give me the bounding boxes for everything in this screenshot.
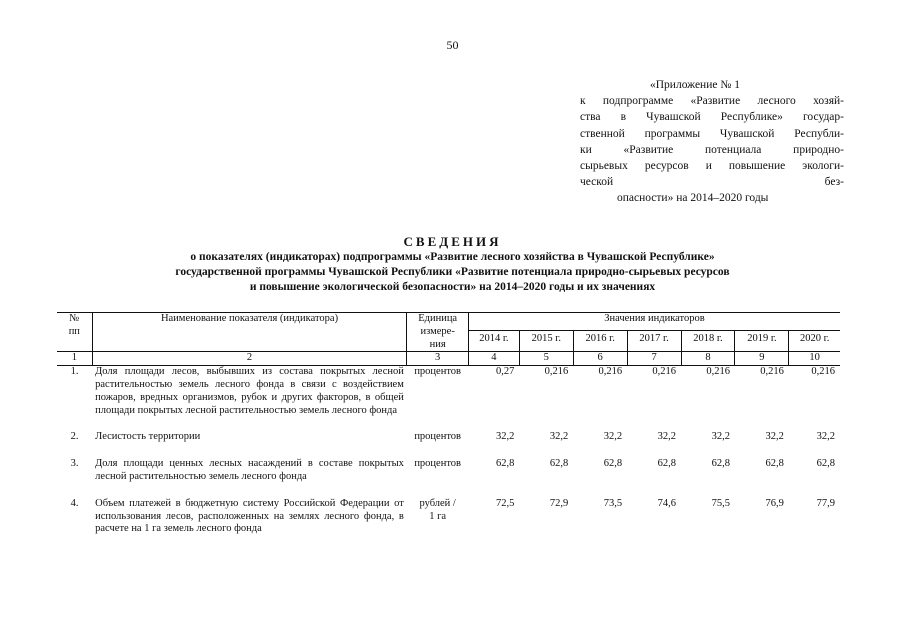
title-block	[0, 234, 905, 295]
value-cell: 76,9	[765, 497, 784, 509]
indicator-name: Объем платежей в бюджетную систему Российской Федерации от использования лесов, расположенных на землях лесного фонда, в расчете на 1 га земель лесного фонда	[95, 497, 404, 535]
appendix-note	[580, 77, 844, 207]
row-number: 3.	[70, 458, 79, 470]
value-cell: 72,5	[495, 497, 515, 509]
row-spacer	[57, 417, 840, 431]
column-number: 3	[407, 352, 469, 366]
header-year: 2019 г.	[735, 331, 789, 352]
column-number: 6	[573, 352, 627, 366]
appendix-line: ки «Развитие потенциала природно-	[580, 143, 844, 156]
value-cell: 62,8	[657, 458, 677, 470]
value-cell: 0,27	[495, 366, 515, 378]
unit-cell: процентов	[414, 458, 461, 470]
header-year: 2018 г.	[681, 331, 735, 352]
value-cell: 62,8	[495, 458, 515, 470]
value-cell: 0,216	[598, 366, 623, 378]
value-cell: 62,8	[549, 458, 569, 470]
row-number: 1.	[70, 366, 79, 378]
appendix-line: к подпрограмме «Развитие лесного хозяй-	[580, 95, 844, 108]
value-cell: 73,5	[603, 497, 623, 509]
table-row	[57, 366, 840, 418]
table-row	[57, 431, 840, 444]
indicator-name: Лесистость территории	[95, 431, 201, 443]
unit-cell: рублей / 1 га	[419, 497, 456, 522]
value-cell: 0,216	[652, 366, 677, 378]
table-row	[57, 498, 840, 536]
value-cell: 32,2	[495, 431, 515, 443]
value-cell: 0,216	[811, 366, 835, 378]
page-number: 50	[446, 38, 459, 52]
row-number: 2.	[70, 431, 79, 443]
header-year: 2017 г.	[627, 331, 681, 352]
appendix-line: ства в Чувашской Республике» государ-	[580, 111, 844, 124]
value-cell: 32,2	[549, 431, 569, 443]
column-number: 5	[519, 352, 573, 366]
header-num: № пп	[57, 313, 92, 352]
value-cell: 62,8	[765, 458, 784, 470]
header-year: 2016 г.	[573, 331, 627, 352]
value-cell: 0,216	[760, 366, 784, 378]
value-cell: 72,9	[549, 497, 569, 509]
header-unit: Единица измере- ния	[407, 313, 469, 352]
value-cell: 62,8	[603, 458, 623, 470]
document-subtitle-line: и повышение экологической безопасности» на 2014–2020 годы и их значениях	[249, 281, 656, 293]
column-number: 9	[735, 352, 789, 366]
value-cell: 32,2	[657, 431, 677, 443]
indicators-table	[57, 312, 840, 536]
appendix-line: «Приложение № 1	[650, 79, 740, 91]
appendix-line: опасности» на 2014–2020 годы	[617, 192, 769, 205]
header-year: 2015 г.	[519, 331, 573, 352]
value-cell: 0,216	[706, 366, 730, 378]
table-body	[57, 366, 840, 536]
indicator-name: Доля площади лесов, выбывших из состава покрытых лесной растительностью земель лесного фонда в связи с воздействием пожаров, вредных организмов, рубок и других факторов, в общей площади покрытых лесной растительностью земель лесного фонда	[95, 366, 404, 416]
document-subtitle-line: о показателях (индикаторах) подпрограммы «Развитие лесного хозяйства в Чувашской Республике»	[190, 251, 715, 263]
document-subtitle-line: государственной программы Чувашской Республики «Развитие потенциала природно-сырьевых ресурсов	[175, 266, 730, 278]
column-numbers-row	[57, 352, 840, 366]
document-title: СВЕДЕНИЯ	[403, 234, 502, 249]
header-year: 2020 г.	[789, 331, 840, 352]
column-number: 7	[627, 352, 681, 366]
unit-cell: процентов	[414, 431, 461, 443]
header-name: Наименование показателя (индикатора)	[92, 313, 407, 352]
appendix-line: сырьевых ресурсов и повышение экологи-	[580, 160, 844, 173]
column-number: 10	[789, 352, 840, 366]
row-spacer	[57, 444, 840, 458]
table-row	[57, 458, 840, 484]
value-cell: 32,2	[603, 431, 623, 443]
value-cell: 32,2	[816, 431, 835, 443]
table-header-row	[57, 313, 840, 331]
value-cell: 62,8	[816, 458, 835, 470]
value-cell: 77,9	[816, 497, 835, 509]
row-number: 4.	[70, 497, 79, 509]
header-year: 2014 г.	[468, 331, 519, 352]
value-cell: 32,2	[711, 431, 730, 443]
value-cell: 32,2	[765, 431, 784, 443]
appendix-line: ственной программы Чувашской Республи-	[580, 127, 844, 140]
column-number: 4	[468, 352, 519, 366]
value-cell: 62,8	[711, 458, 730, 470]
value-cell: 75,5	[711, 497, 730, 509]
row-spacer	[57, 484, 840, 498]
column-number: 8	[681, 352, 735, 366]
unit-cell: процентов	[414, 366, 461, 378]
header-values-group: Значения индикаторов	[468, 313, 840, 331]
column-number: 1	[57, 352, 92, 366]
column-number: 2	[92, 352, 407, 366]
indicator-name: Доля площади ценных лесных насаждений в составе покрытых лесной растительностью земель лесного фонда	[95, 458, 404, 482]
value-cell: 74,6	[657, 497, 677, 509]
value-cell: 0,216	[544, 366, 569, 378]
appendix-line: ческой без-	[580, 176, 844, 189]
